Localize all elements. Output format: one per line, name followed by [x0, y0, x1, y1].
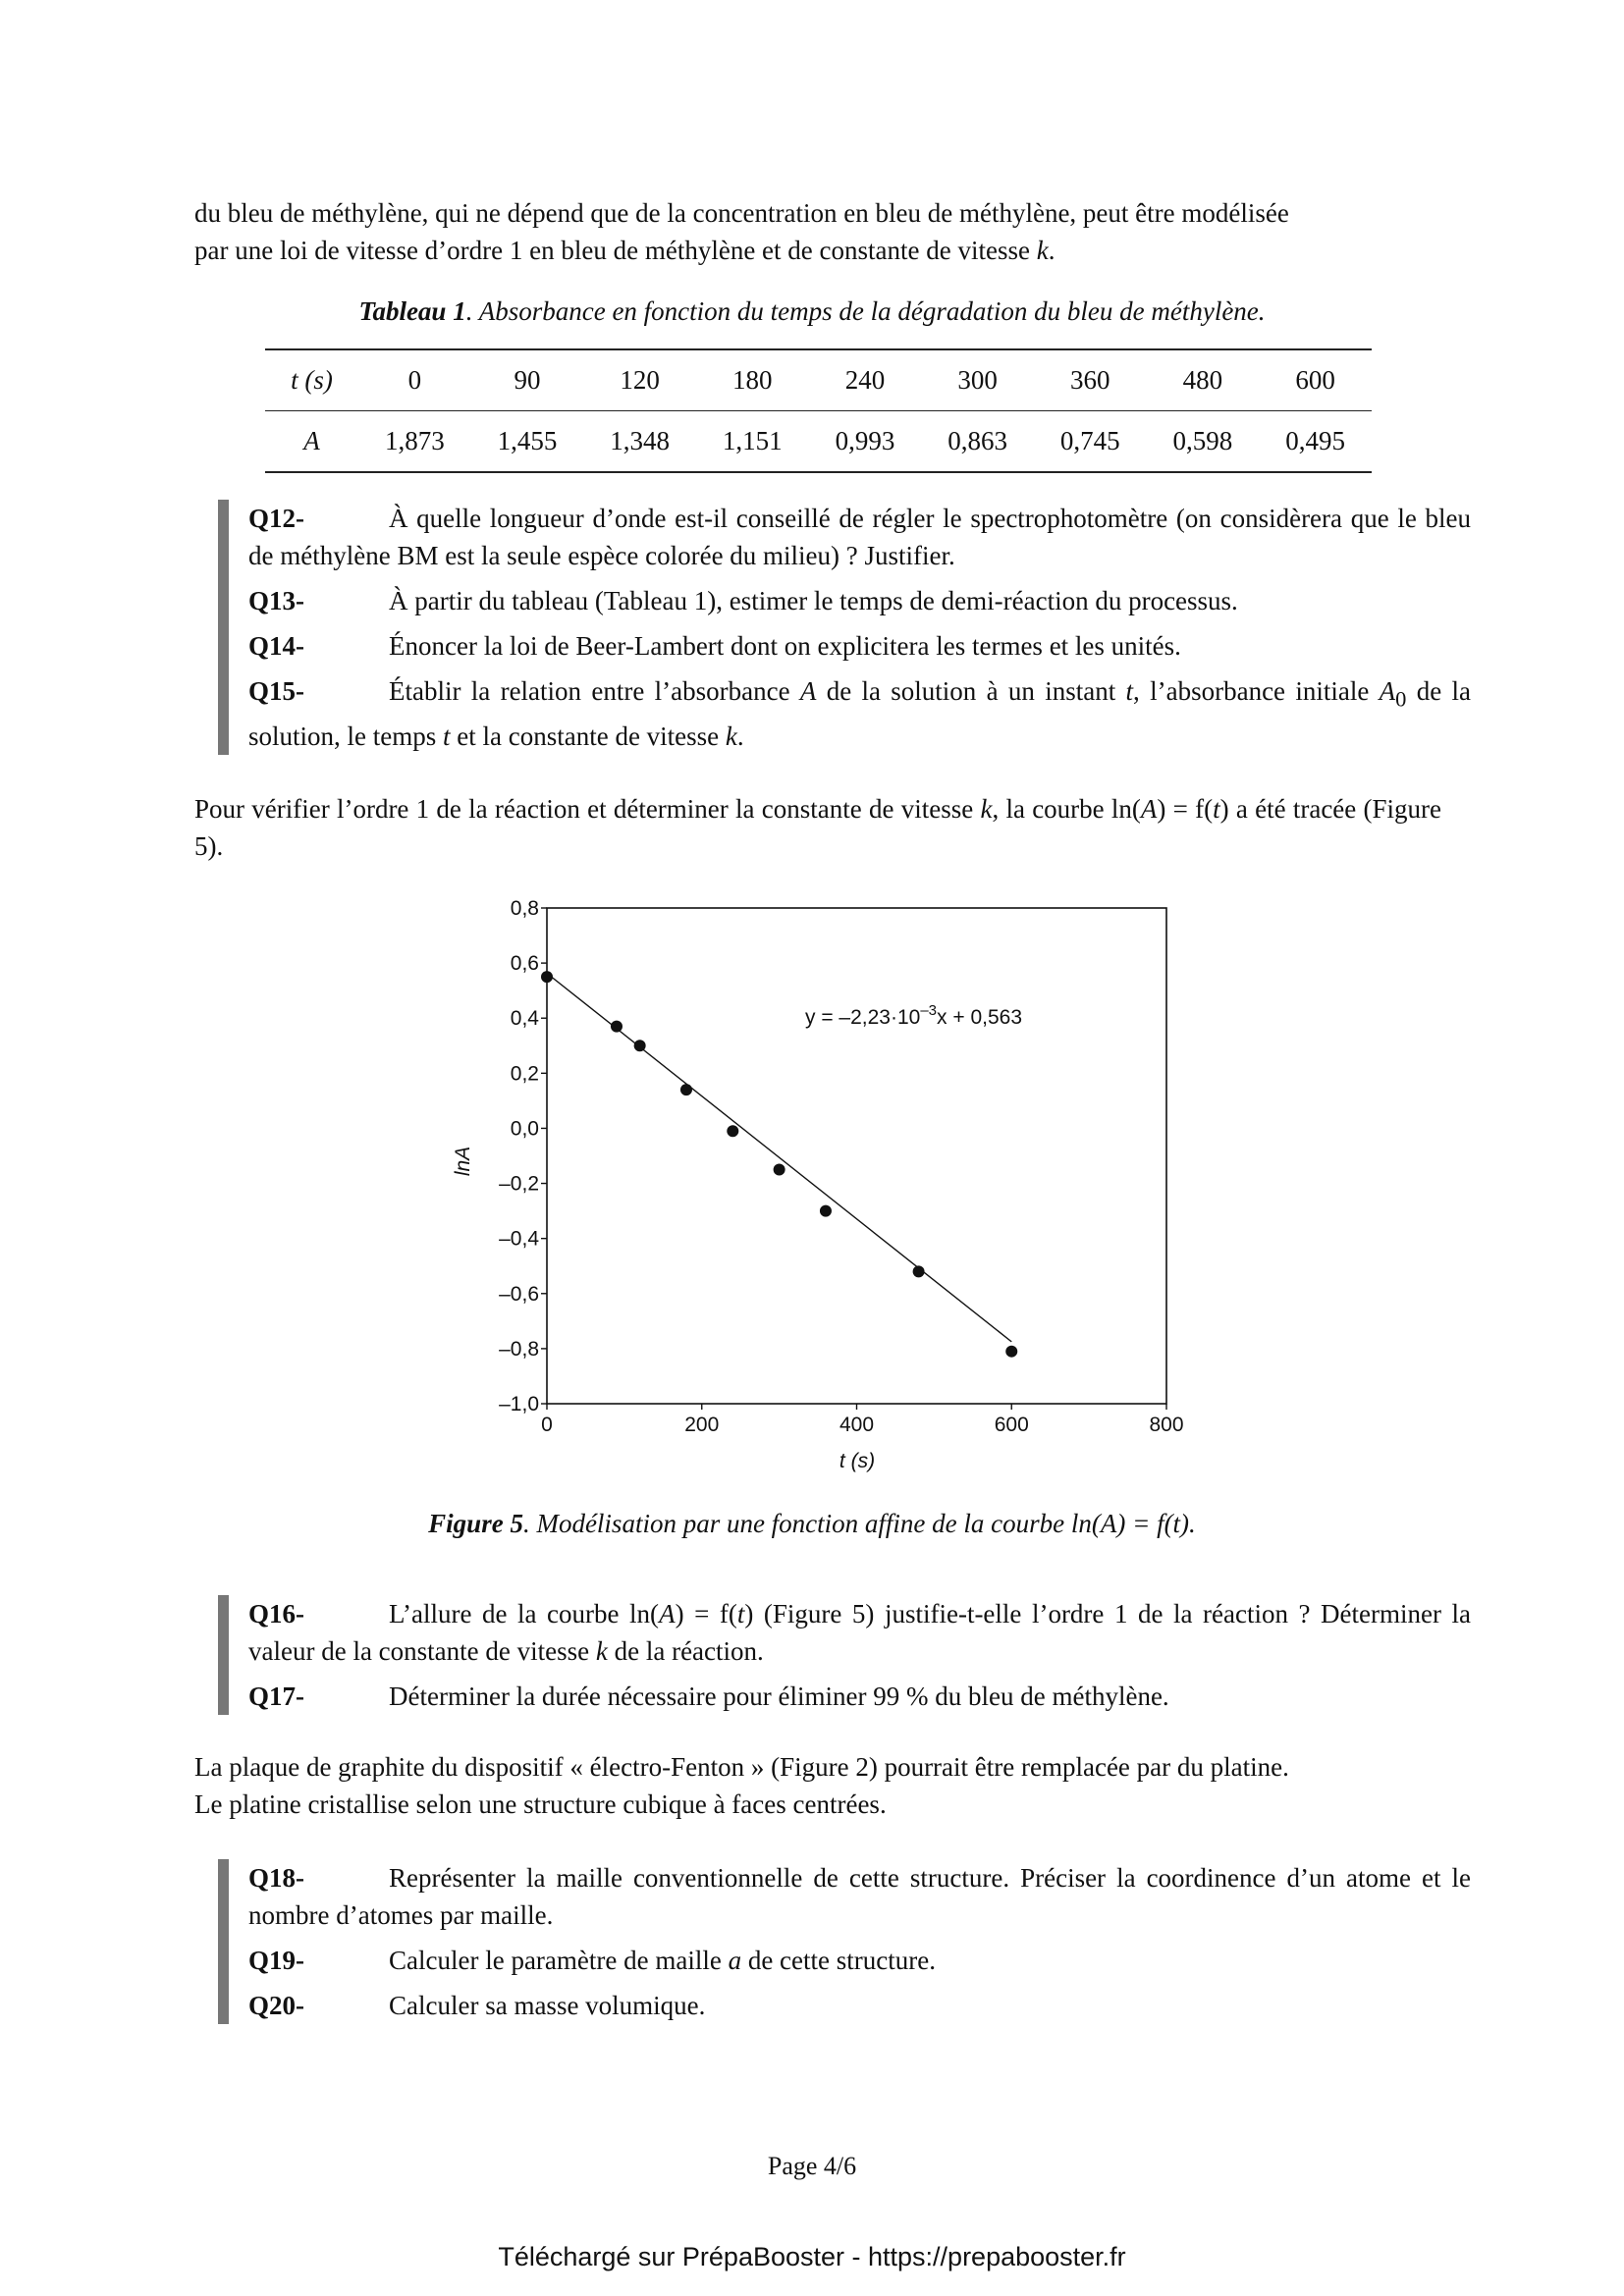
table-cell: 0,745 [1034, 411, 1147, 473]
data-point [727, 1125, 738, 1137]
table-cell: 90 [471, 349, 584, 411]
data-point [820, 1205, 832, 1217]
table-cell: 360 [1034, 349, 1147, 411]
y-tick-label: 0,4 [510, 1007, 539, 1031]
question-q15: Q15- Établir la relation entre l’absorbance A de la solution à un instant t, l’absorbance initiale $A_0$ de la solution, le temps t et la constante de vitesse k. [248, 676, 1471, 752]
y-tick-label: –0,4 [499, 1227, 539, 1251]
y-tick-label: 0,8 [510, 897, 539, 920]
x-tick-label: 600 [994, 1414, 1029, 1436]
question-q19: Q19- Calculer le paramètre de maille a de cette structure. [248, 1946, 936, 1975]
y-axis-label: lnA [452, 1146, 474, 1177]
question-block-1 [218, 500, 1471, 755]
equation-label: $y = -2,23\cdot 10^{-3}x + 0,563$ [805, 1002, 1023, 1029]
y-tick-label: –0,8 [499, 1337, 539, 1361]
absorbance-table [265, 348, 1372, 473]
x-tick-label: 200 [684, 1414, 720, 1436]
page-number: Page 4/6 [767, 2152, 857, 2180]
table-header-time: t (s) [265, 349, 358, 411]
intro-line-2: par une loi de vitesse d’ordre 1 en bleu de méthylène et de constante de vitesse k. [194, 236, 1056, 265]
table-cell: 0,495 [1259, 411, 1372, 473]
question-q13: Q13- À partir du tableau (Tableau 1), estimer le temps de demi-réaction du processus. [248, 586, 1238, 615]
question-q12: Q12- À quelle longueur d’onde est-il conseillé de régler le spectrophotomètre (on considèrera que le bleu de méthylène BM est la seule espèce colorée du milieu) ? Justifier. [248, 504, 1471, 570]
table-cell: 300 [921, 349, 1034, 411]
table-caption: Tableau 1. Absorbance en fonction du temps de la dégradation du bleu de méthylène. [358, 296, 1266, 326]
figure-caption: Figure 5. Modélisation par une fonction affine de la courbe ln(A) = f(t). [428, 1509, 1196, 1538]
table-cell: 0,598 [1147, 411, 1260, 473]
data-point [611, 1021, 623, 1033]
table-cell: 180 [696, 349, 809, 411]
table-cell: 1,348 [583, 411, 696, 473]
platine-line-1: La plaque de graphite du dispositif « électro-Fenton » (Figure 2) pourrait être remplacée par du platine. [194, 1752, 1289, 1782]
figure-5-chart [432, 888, 1237, 1487]
question-block-2 [218, 1595, 1471, 1715]
data-point [913, 1265, 925, 1277]
figure-intro-paragraph: Pour vérifier l’ordre 1 de la réaction et déterminer la constante de vitesse k, la courbe ln(A) = f(t) a été tracée (Figure 5). [194, 794, 1442, 861]
platine-paragraph [194, 1748, 1441, 1823]
table-cell: 1,455 [471, 411, 584, 473]
x-tick-label: 800 [1149, 1414, 1184, 1436]
data-point [1005, 1346, 1017, 1358]
intro-line-1: du bleu de méthylène, qui ne dépend que de la concentration en bleu de méthylène, peut être modélisée [194, 198, 1289, 228]
question-block-3 [218, 1859, 1471, 2024]
y-tick-label: –0,6 [499, 1282, 539, 1306]
question-q17: Q17- Déterminer la durée nécessaire pour éliminer 99 % du bleu de méthylène. [248, 1682, 1169, 1711]
question-q18: Q18- Représenter la maille conventionnelle de cette structure. Préciser la coordinence d’un atome et le nombre d’atomes par maille. [248, 1863, 1471, 1930]
x-axis-label: t (s) [839, 1450, 876, 1472]
data-point [774, 1164, 785, 1176]
table-cell: 480 [1147, 349, 1260, 411]
table-cell: 0 [358, 349, 471, 411]
y-tick-label: 0,6 [510, 952, 539, 976]
data-point [541, 971, 553, 983]
table-row-absorbance [265, 411, 1372, 473]
table-cell: 0,993 [809, 411, 922, 473]
table-cell: 600 [1259, 349, 1372, 411]
intro-paragraph [194, 194, 1441, 269]
x-tick-label: 0 [541, 1414, 553, 1436]
y-tick-label: –0,2 [499, 1172, 539, 1196]
download-credit: Téléchargé sur PrépaBooster - https://prepabooster.fr [498, 2242, 1126, 2271]
question-q14: Q14- Énoncer la loi de Beer-Lambert dont on explicitera les termes et les unités. [248, 631, 1181, 661]
table-cell: 120 [583, 349, 696, 411]
data-point [680, 1084, 692, 1095]
data-point [634, 1040, 646, 1051]
y-tick-label: 0,2 [510, 1062, 539, 1086]
question-q20: Q20- Calculer sa masse volumique. [248, 1991, 706, 2020]
table-cell: 0,863 [921, 411, 1034, 473]
platine-line-2: Le platine cristallise selon une structure cubique à faces centrées. [194, 1789, 887, 1819]
table-cell: 240 [809, 349, 922, 411]
table-cell: 1,151 [696, 411, 809, 473]
question-q16: Q16- L’allure de la courbe ln(A) = f(t) (Figure 5) justifie-t-elle l’ordre 1 de la réaction ? Déterminer la valeur de la constante de vitesse k de la réaction. [248, 1599, 1472, 1666]
plot-frame [547, 908, 1166, 1404]
table-row-time [265, 349, 1372, 411]
y-tick-label: 0,0 [510, 1117, 539, 1141]
y-tick-label: –1,0 [499, 1393, 539, 1415]
table-cell: 1,873 [358, 411, 471, 473]
table-header-absorbance: A [265, 411, 358, 473]
x-tick-label: 400 [839, 1414, 875, 1436]
